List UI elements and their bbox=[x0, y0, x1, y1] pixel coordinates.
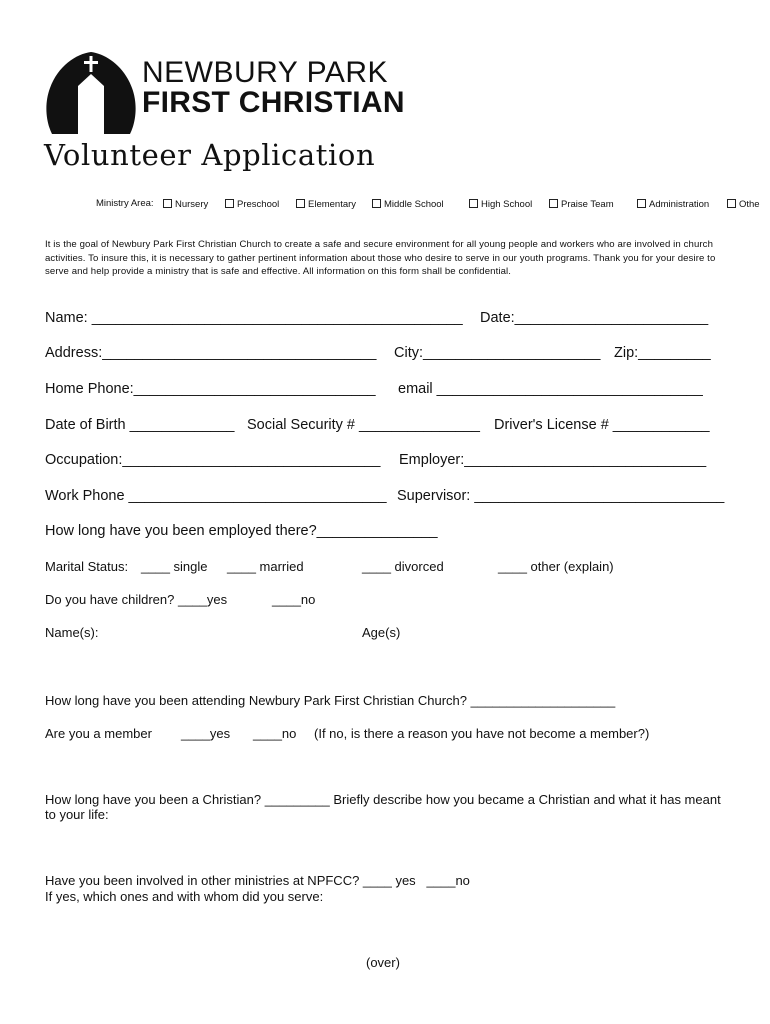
marital-divorced-option[interactable]: ____ divorced bbox=[362, 559, 444, 574]
children-ages-label: Age(s) bbox=[362, 625, 401, 640]
ministries-question[interactable]: Have you been involved in other ministries at NPFCC? ____ yes ____no bbox=[45, 873, 470, 888]
over-note: (over) bbox=[366, 955, 400, 970]
member-note: (If no, is there a reason you have not become a member?) bbox=[314, 726, 650, 741]
children-no-option[interactable]: ____no bbox=[272, 592, 316, 607]
city-field[interactable]: City:______________________ bbox=[394, 345, 601, 361]
marital-status-label: Marital Status: bbox=[45, 559, 129, 574]
date-of-birth-field[interactable]: Date of Birth _____________ bbox=[45, 417, 235, 433]
checkbox[interactable] bbox=[225, 199, 234, 208]
marital-other-option[interactable]: ____ other (explain) bbox=[498, 559, 614, 574]
member-no-option[interactable]: ____no bbox=[253, 726, 297, 741]
zip-field[interactable]: Zip:_________ bbox=[614, 345, 711, 361]
checkbox[interactable] bbox=[296, 199, 305, 208]
date-field[interactable]: Date:________________________ bbox=[480, 310, 709, 326]
work-phone-field[interactable]: Work Phone ________________________________ bbox=[45, 488, 387, 504]
checkbox[interactable] bbox=[727, 199, 736, 208]
member-yes-option[interactable]: ____yes bbox=[181, 726, 231, 741]
ministry-option-administration[interactable]: Administration bbox=[637, 199, 709, 210]
children-names-label: Name(s): bbox=[45, 625, 99, 640]
ministry-option-middle-school[interactable]: Middle School bbox=[372, 199, 444, 210]
ministry-option-elementary[interactable]: Elementary bbox=[296, 199, 356, 210]
checkbox[interactable] bbox=[372, 199, 381, 208]
marital-single-option[interactable]: ____ single bbox=[141, 559, 208, 574]
checkbox[interactable] bbox=[549, 199, 558, 208]
social-security-field[interactable]: Social Security # _______________ bbox=[247, 417, 480, 433]
ministry-option-praise-team[interactable]: Praise Team bbox=[549, 199, 614, 210]
logo-text-line2: FIRST CHRISTIAN bbox=[142, 86, 405, 119]
member-question-label: Are you a member bbox=[45, 726, 152, 741]
intro-paragraph: It is the goal of Newbury Park First Christian Church to create a safe and secure environment for all young people and workers who are involved in church activities. To insure this, it is necessary to gather pertinent information about those who desire to serve in our youth programs. Thank you for your desire to serve and help provide a ministry that is safe and effective. All information on this form shall be confidential. bbox=[45, 239, 716, 278]
christian-question[interactable]: How long have you been a Christian? _________ Briefly describe how you became a Christian and what it has meant to your life: bbox=[45, 792, 721, 822]
marital-married-option[interactable]: ____ married bbox=[227, 559, 304, 574]
address-field[interactable]: Address:__________________________________ bbox=[45, 345, 377, 361]
attending-duration-field[interactable]: How long have you been attending Newbury Park First Christian Church? ____________________ bbox=[45, 693, 616, 708]
name-field[interactable]: Name: ______________________________________________ bbox=[45, 310, 463, 326]
children-yes-option[interactable]: Do you have children? ____yes bbox=[45, 592, 228, 607]
checkbox[interactable] bbox=[469, 199, 478, 208]
supervisor-field[interactable]: Supervisor: _______________________________ bbox=[397, 488, 725, 504]
page-title: Volunteer Application bbox=[44, 138, 376, 172]
employer-field[interactable]: Employer:______________________________ bbox=[399, 452, 707, 468]
checkbox[interactable] bbox=[163, 199, 172, 208]
employed-duration-field[interactable]: How long have you been employed there?_______________ bbox=[45, 523, 438, 539]
checkbox[interactable] bbox=[637, 199, 646, 208]
home-phone-field[interactable]: Home Phone:______________________________ bbox=[45, 381, 376, 397]
drivers-license-field[interactable]: Driver's License # ____________ bbox=[494, 417, 710, 433]
ministry-option-nursery[interactable]: Nursery bbox=[163, 199, 208, 210]
ministry-area-label: Ministry Area: bbox=[96, 198, 154, 209]
church-logo-icon bbox=[44, 52, 138, 134]
ministry-option-high-school[interactable]: High School bbox=[469, 199, 532, 210]
ministry-option-preschool[interactable]: Preschool bbox=[225, 199, 279, 210]
occupation-field[interactable]: Occupation:________________________________ bbox=[45, 452, 381, 468]
logo-text-line1: NEWBURY PARK bbox=[142, 56, 389, 89]
ministry-option-other[interactable]: Othe bbox=[727, 199, 760, 210]
ministries-followup[interactable]: If yes, which ones and with whom did you serve: bbox=[45, 889, 324, 904]
email-field[interactable]: email _________________________________ bbox=[398, 381, 703, 397]
